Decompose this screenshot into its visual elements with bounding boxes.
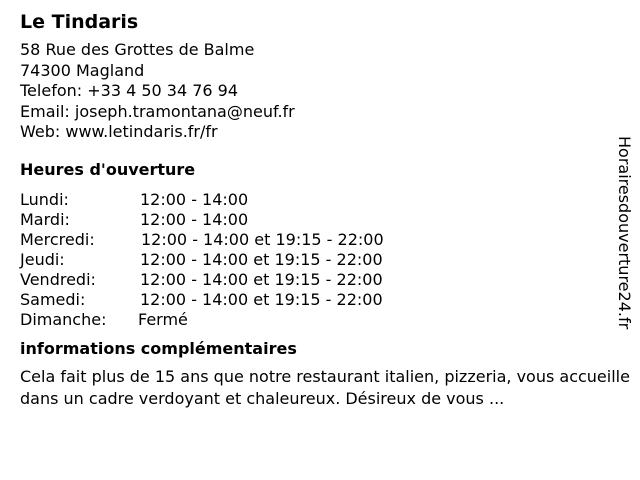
email-address: Email: joseph.tramontana@neuf.fr	[20, 101, 295, 121]
hours-row-samedi	[20, 290, 620, 310]
street-address: 58 Rue des Grottes de Balme	[20, 40, 255, 59]
additional-info-heading: informations complémentaires	[20, 338, 297, 358]
opening-hours-heading: Heures d'ouverture	[20, 159, 196, 179]
day-label: Mardi:	[20, 209, 70, 229]
hours-row-lundi	[20, 190, 620, 210]
day-label: Jeudi:	[20, 249, 65, 269]
hours-row-dimanche	[20, 310, 620, 330]
site-brand-label: Horairesdouverture24.fr	[615, 136, 634, 330]
opening-hours-table	[20, 190, 620, 330]
time-value: Fermé	[138, 309, 188, 329]
hours-row-mardi	[20, 210, 620, 230]
hours-row-mercredi	[20, 230, 620, 250]
time-value: 12:00 - 14:00	[140, 189, 249, 209]
hours-row-vendredi	[20, 270, 620, 290]
time-value: 12:00 - 14:00 et 19:15 - 22:00	[141, 229, 384, 249]
day-label: Vendredi:	[20, 269, 96, 289]
day-label: Dimanche:	[20, 309, 107, 329]
additional-info-text: Cela fait plus de 15 ans que notre restaurant italien, pizzeria, vous accueille dans un cadre verdoyant et chaleureux. Désireux de vous ...	[20, 366, 630, 408]
time-value: 12:00 - 14:00 et 19:15 - 22:00	[140, 269, 383, 289]
website: Web: www.letindaris.fr/fr	[20, 122, 218, 141]
phone-number: Telefon: +33 4 50 34 76 94	[20, 81, 239, 100]
hours-row-jeudi	[20, 250, 620, 270]
time-value: 12:00 - 14:00	[140, 209, 249, 229]
day-label: Lundi:	[20, 189, 69, 209]
day-label: Mercredi:	[20, 229, 95, 249]
restaurant-name: Le Tindaris	[20, 11, 139, 33]
time-value: 12:00 - 14:00 et 19:15 - 22:00	[140, 289, 383, 309]
postal-city: 74300 Magland	[20, 60, 145, 80]
time-value: 12:00 - 14:00 et 19:15 - 22:00	[140, 249, 383, 269]
day-label: Samedi:	[20, 289, 86, 309]
address-block	[20, 40, 620, 143]
